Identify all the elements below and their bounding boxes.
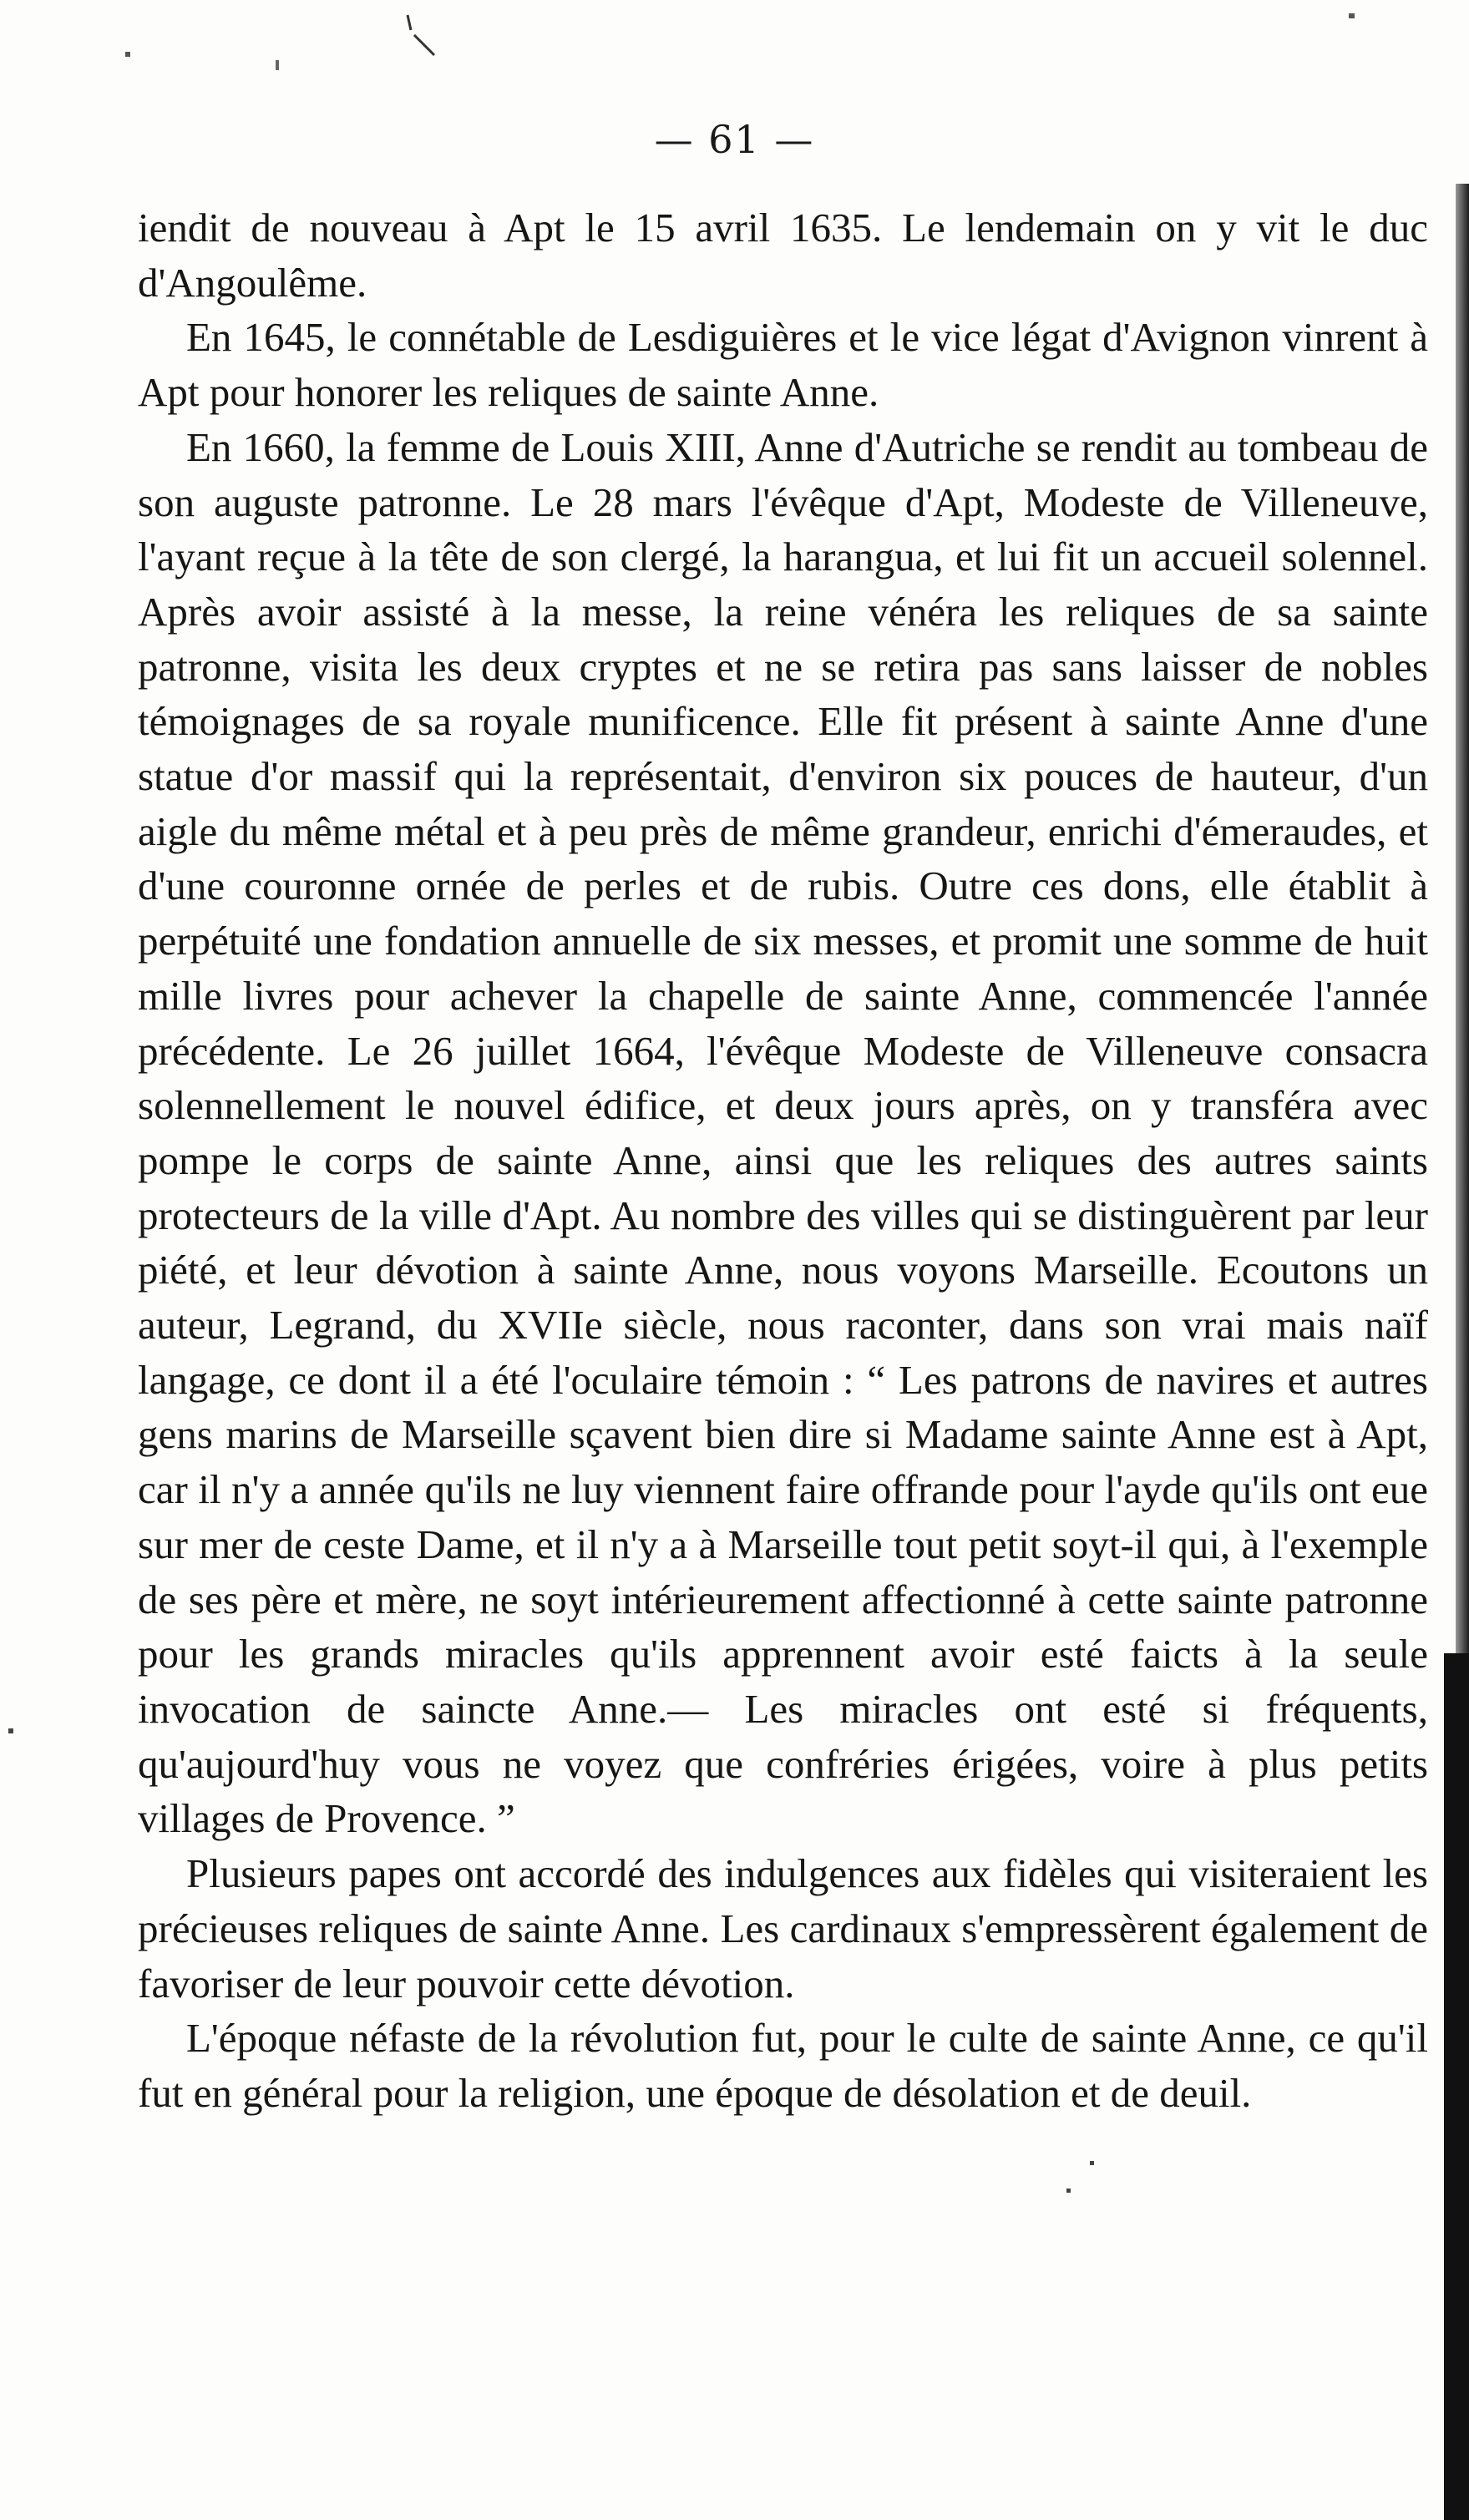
- paragraph-papes: Plusieurs papes ont accordé des indulgences aux fidèles qui visiteraient les précieuses reliques de sainte Anne. Les cardinaux s'empressèrent également de favoriser de leur pouvoir cette dévotion.: [138, 1850, 1428, 2006]
- page-number: — 61 —: [654, 117, 815, 162]
- paragraph-anne-autriche: En 1660, la femme de Louis XIII, Anne d'Autriche se rendit au tombeau de son auguste patronne. Le 28 mars l'évêque d'Apt, Modeste de Villeneuve, l'ayant reçue à la tête de son clergé, la harangua, et lui fit un accueil solennel. Après avoir assisté à la messe, la reine vénéra les reliques de sa sainte patronne, visita les deux cryptes et ne se retira pas sans laisser de nobles témoignages de sa royale munificence. Elle fit présent à sainte Anne d'une statue d'or massif qui la représentait, d'environ six pouces de hauteur, d'un aigle du même métal et à peu près de même grandeur, enrichi d'émeraudes, et d'une couronne ornée de perles et de rubis. Outre ces dons, elle établit à perpétuité une fondation annuelle de six messes, et promit une somme de huit mille livres pour achever la chapelle de sainte Anne, commencée l'année précédente. Le 26 juillet 1664, l'évêque Modeste de Villeneuve consacra solennellement le nouvel édifice, et deux jours après, on y transféra avec pompe le corps de sainte Anne, ainsi que les reliques des autres saints protecteurs de la ville d'Apt. Au nombre des villes qui se distinguèrent par leur piété, et leur dévotion à sainte Anne, nous voyons Marseille. Ecoutons un auteur, Legrand, du XVIIe siècle, nous raconter, dans son vrai mais naïf langage, ce dont il a été l'oculaire témoin : “ Les patrons de navires et autres gens marins de Marseille sçavent bien dire si Madame sainte Anne est à Apt, car il n'y a année qu'ils ne luy viennent faire offrande pour l'ayde qu'ils ont eue sur mer de ceste Dame, et il n'y a à Marseille tout petit soyt-il qui, à l'exemple de ses père et mère, ne soyt intérieurement affectionné à cette sainte patronne pour les grands miracles qu'ils apprennent avoir esté faicts à la seule invocation de saincte Anne.— Les miracles ont esté si fréquents, qu'aujourd'huy vous ne voyez que confréries érigées, voire à plus petits villages de Provence. ”: [138, 423, 1428, 1842]
- scan-binding-shadow: [1444, 1653, 1469, 2520]
- body-text: [138, 200, 1428, 2121]
- paragraph-revolution: L'époque néfaste de la révolution fut, pour le culte de sainte Anne, ce qu'il fut en général pour la religion, une époque de désolation et de deuil.: [138, 2015, 1428, 2116]
- paragraph-continued: iendit de nouveau à Apt le 15 avril 1635. Le lendemain on y vit le duc d'Angoulême.: [138, 205, 1428, 306]
- paragraph-lesdiguieres: En 1645, le connétable de Lesdiguières et le vice légat d'Avignon vinrent à Apt pour honorer les reliques de sainte Anne.: [138, 314, 1428, 416]
